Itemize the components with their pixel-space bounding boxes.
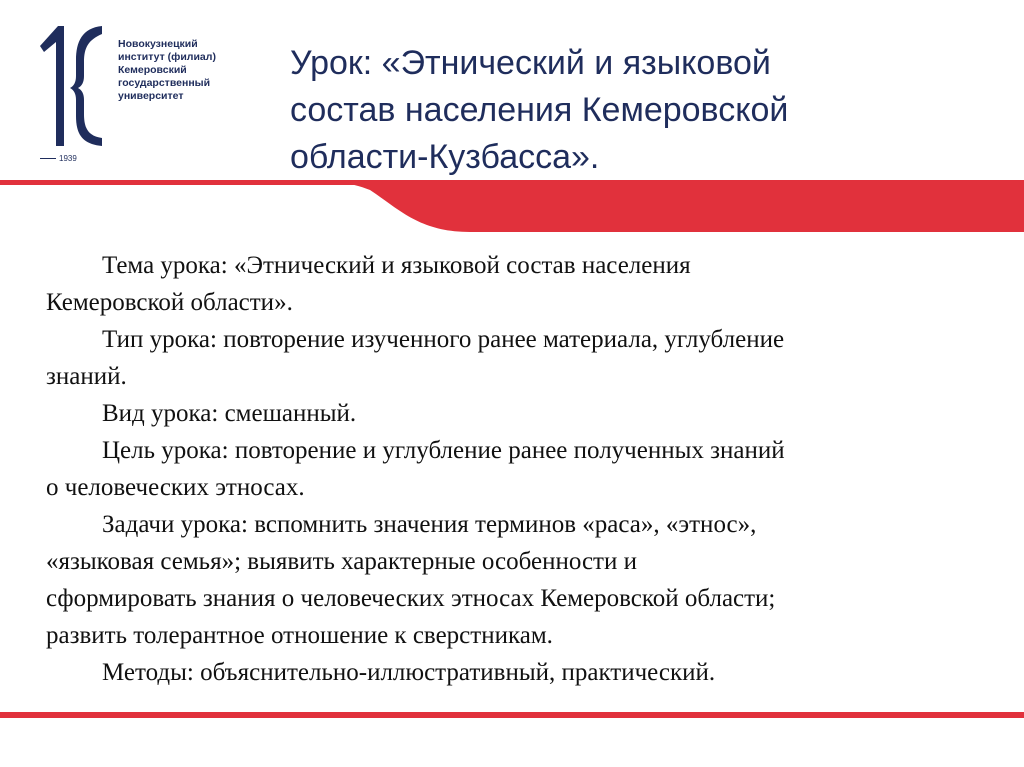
title-line: состав населения Кемеровской [290,91,789,129]
lesson-description [46,247,976,691]
body-line: Вид урока: смешанный. [102,400,357,427]
body-line: Тип урока: повторение изученного ранее материала, углубление [102,326,785,353]
body-line: Кемеровской области». [46,289,293,316]
logo-mark-icon [36,20,108,152]
body-line: Задачи урока: вспомнить значения терминов «раса», «этнос», [102,511,757,538]
university-logo [36,20,256,180]
body-line: «языковая семья»; выявить характерные особенности и [46,548,637,575]
logo-line: Кемеровский [118,64,187,76]
logo-line: Новокузнецкий [118,38,198,50]
decorative-red-band [0,170,1024,240]
title-line: области-Кузбасса». [290,138,600,176]
body-line: Тема урока: «Этнический и языковой состав населения [102,252,691,279]
bottom-divider [0,712,1024,718]
body-line: развить толерантное отношение к сверстникам. [46,622,553,649]
logo-text [118,38,258,103]
body-line: Методы: объяснительно-иллюстративный, практический. [102,659,716,686]
logo-line: институт (филиал) [118,51,216,63]
logo-line: университет [118,90,184,102]
body-line: знаний. [46,363,127,390]
page-title [290,40,990,181]
logo-year: 1939 [40,154,77,163]
title-line: Урок: «Этнический и языковой [290,44,771,82]
body-line: Цель урока: повторение и углубление ранее полученных знаний [102,437,785,464]
body-line: о человеческих этносах. [46,474,305,501]
logo-line: государственный [118,77,211,89]
body-line: сформировать знания о человеческих этносах Кемеровской области; [46,585,776,612]
